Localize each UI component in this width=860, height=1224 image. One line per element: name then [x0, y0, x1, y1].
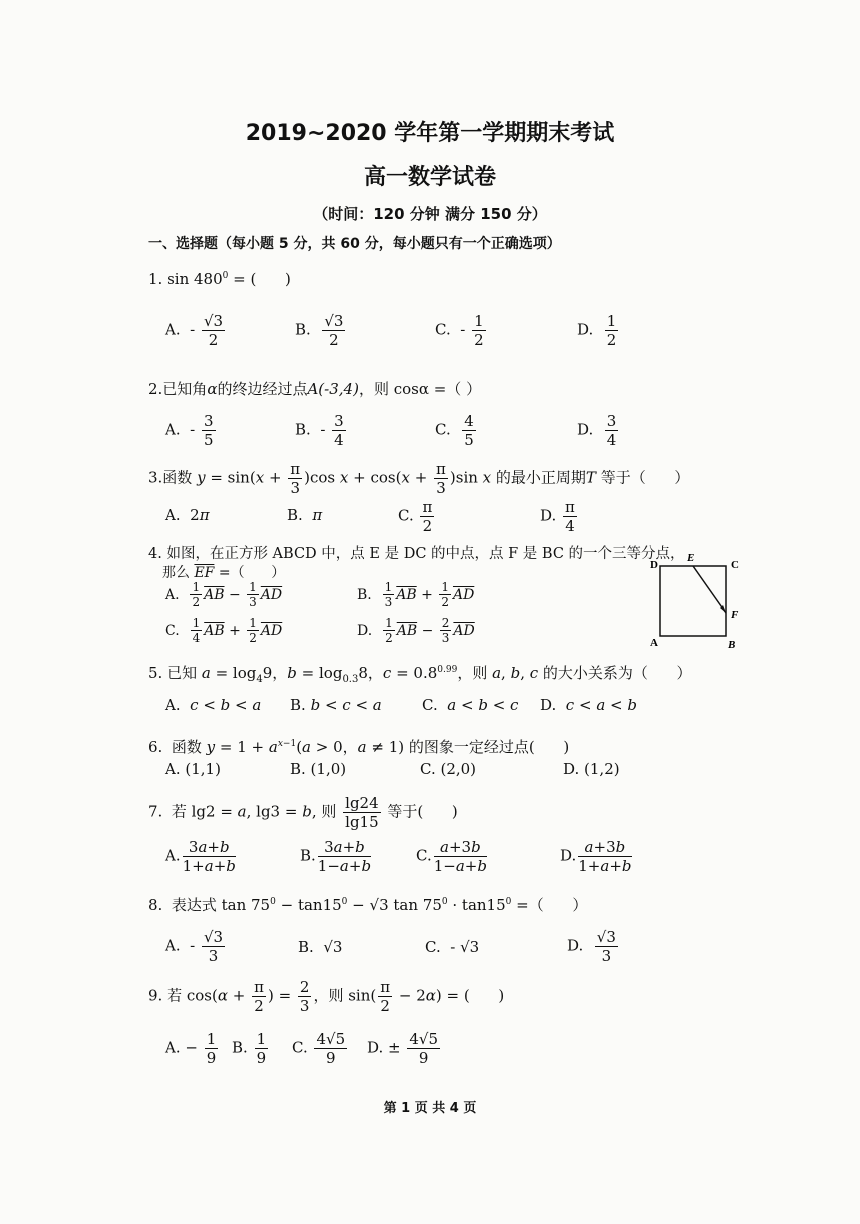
label-d: D — [650, 559, 658, 571]
question-8-option-d: D. $\frac{√3}{3}$ — [567, 928, 616, 965]
question-3-option-c: C. $\frac{\pi}{2}$ — [398, 498, 433, 535]
question-4-stem: 4. 如图，在正方形 ABCD 中，点 E 是 DC 的中点，点 F 是 BC 的一个三等分点， — [148, 546, 685, 562]
question-1-option-a: A. - $\frac{√3}{2}$ — [165, 312, 224, 349]
question-1-option-d: D. $\frac{1}{2}$ — [577, 312, 617, 349]
question-7-stem: 7. 若 lg2 = a, lg3 = b, 则 $\frac{\lg 24}{\lg 15}$ 等于( ) — [148, 794, 458, 831]
question-6-stem: 6. 函数 $y = 1 + a^{x-1}(a > 0$，a ≠ 1) 的图象一定经过点( ) — [148, 738, 570, 756]
question-2-option-b: B. - $\frac{3}{4}$ — [295, 412, 344, 449]
question-9-stem: 9. 若 cos(α + $\frac{\pi}{2}$ ) = $\frac{2}{3}$ ，则 sin( $\frac{\pi}{2}$ − 2α) = ( ) — [148, 978, 505, 1015]
question-8-option-c: C. - √3 — [425, 938, 480, 956]
question-3-option-a: A. 2π — [165, 506, 210, 524]
segment-ef — [693, 566, 726, 613]
question-8-option-a: A. - $\frac{√3}{3}$ — [165, 928, 224, 965]
question-8-option-b: B. √3 — [298, 938, 343, 956]
label-b: B — [728, 639, 736, 648]
page-footer: 第 1 页 共 4 页 — [383, 1101, 477, 1116]
question-6-option-c: C. (2,0) — [420, 760, 477, 778]
question-4-option-a: A. $\frac{1}{2}$ $\overline{AB}$ − $\frac{1}{3}$ $\overline{AD}$ — [165, 580, 283, 610]
question-7-option-b: B. $\frac{3a+b}{1-a+b}$ — [300, 838, 372, 875]
question-1-stem: 1. $\sin 480^0$ = ( ) — [148, 270, 291, 288]
question-4-option-b: B. $\frac{1}{3}$ $\overline{AB}$ + $\frac{1}{2}$ $\overline{AD}$ — [357, 580, 475, 610]
question-9-option-b: B. $\frac{1}{9}$ — [232, 1030, 267, 1067]
question-5-option-c: C. a < b < c — [422, 696, 519, 714]
question-7-option-c: C. $\frac{a+3b}{1-a+b}$ — [416, 838, 487, 875]
question-7-option-a: A. $\frac{3a+b}{1+a+b}$ — [165, 838, 236, 875]
question-9-option-d: D. ± $\frac{4√5}{9}$ — [367, 1030, 439, 1067]
label-f: F — [731, 609, 739, 621]
question-6-option-d: D. (1,2) — [563, 760, 620, 778]
question-2-stem: 2.已知角α的终边经过点A(-3,4)，则 cosα =（ ） — [148, 380, 482, 398]
question-4-stem-2: 那么 $\overline{EF}$ =（ ） — [162, 565, 286, 581]
question-5-stem: 5. 已知 $a = \log_49$，$b = \log_{0.3}8$，$c = 0.8^{0.99}$，则 a, b, c 的大小关系为（ ） — [148, 664, 692, 685]
question-4-option-c: C. $\frac{1}{4}$ $\overline{AB}$ + $\frac{1}{2}$ $\overline{AD}$ — [165, 616, 283, 646]
question-9-option-a: A. − $\frac{1}{9}$ — [165, 1030, 217, 1067]
question-5-option-a: A. c < b < a — [165, 696, 262, 714]
question-9-option-c: C. $\frac{4√5}{9}$ — [292, 1030, 346, 1067]
question-1-option-b: B. $\frac{√3}{2}$ — [295, 312, 344, 349]
question-5-option-d: D. c < a < b — [540, 696, 637, 714]
label-c: C — [731, 559, 739, 571]
label-e: E — [687, 552, 695, 564]
square-figure — [648, 548, 748, 648]
exam-title: 2019~2020 学年第一学期期末考试 — [245, 121, 615, 146]
question-2-option-d: D. $\frac{3}{4}$ — [577, 412, 617, 449]
question-6-option-a: A. (1,1) — [165, 760, 221, 778]
question-4-option-d: D. $\frac{1}{2}$ $\overline{AB}$ − $\frac{2}{3}$ $\overline{AD}$ — [357, 616, 475, 646]
question-7-option-d: D. $\frac{a+3b}{1+a+b}$ — [560, 838, 632, 875]
question-8-stem: 8. 表达式 $\tan 75^0 - \tan 15^0 - √3$ $\tan 75^0 \cdot \tan 15^0$ =（ ） — [148, 896, 588, 914]
question-5-option-b: B. b < c < a — [290, 696, 382, 714]
question-6-option-b: B. (1,0) — [290, 760, 347, 778]
question-3-stem: 3.函数 y = sin(x + $\frac{\pi}{3}$ )cos x + cos(x + $\frac{\pi}{3}$ )sin x 的最小正周期T 等于（ ） — [148, 460, 690, 497]
question-2-option-a: A. - $\frac{3}{5}$ — [165, 412, 214, 449]
exam-subtitle: 高一数学试卷 — [363, 165, 496, 190]
question-3-option-d: D. $\frac{\pi}{4}$ — [540, 498, 575, 535]
square-abcd — [660, 566, 726, 636]
question-3-option-b: B. π — [287, 506, 323, 524]
exam-info: （时间：120 分钟 满分 150 分） — [313, 205, 547, 223]
label-a: A — [650, 637, 658, 648]
section-heading: 一、选择题（每小题 5 分，共 60 分，每小题只有一个正确选项） — [148, 236, 561, 252]
question-2-option-c: C. $\frac{4}{5}$ — [435, 412, 474, 449]
question-1-option-c: C. - $\frac{1}{2}$ — [435, 312, 484, 349]
